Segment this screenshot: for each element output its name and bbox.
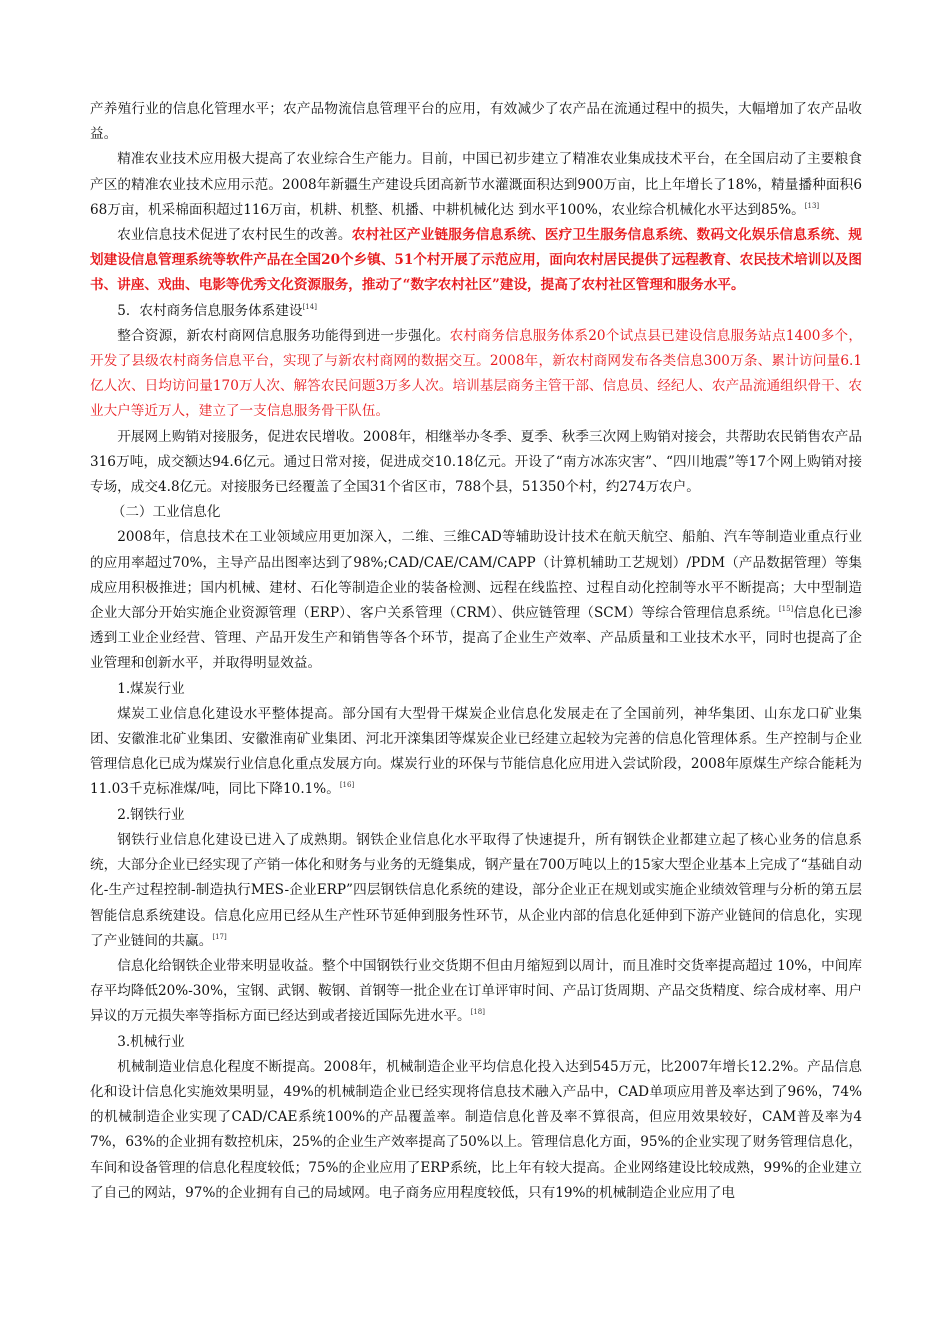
paragraph-machinery-industry: 机械制造业信息化程度不断提高。2008年，机械制造企业平均信息化投入达到545万元，比2007年增长12.2%。产品信息化和设计信息化实施效果明显，49%的机械制造企业已经实现将信息技术融入产品中，CAD单项应用普及率达到了96%，74%的机械制造企业实现了CAD/CAE系统100%的产品覆盖率。制造信息化普及率不算很高，但应用效果较好，CAM普及率为47%，63%的企业拥有数控机床，25%的企业生产效率提高了50%以上。管理信息化方面，95%的企业实现了财务管理信息化，车间和设备管理的信息化程度较低；75%的企业应用了ERP系统，比上年有较大提高。企业网络建设比较成熟，99%的企业建立了自己的网站，97%的企业拥有自己的局域网。电子商务应用程度较低，只有19%的机械制造企业应用了电 (90, 1058, 862, 1201)
paragraph-rural-livelihood (90, 223, 862, 299)
citation-16: [16] (339, 781, 355, 790)
heading-machinery-industry: 3.机械行业 (117, 1033, 185, 1050)
paragraph-online-trade-matching: 开展网上购销对接服务，促进农民增收。2008年，相继举办冬季、夏季、秋季三次网上购销对接会，共帮助农民销售农产品316万吨，成交额达94.6亿元。通过日常对接，促进成交10.18亿元。开设了“南方冰冻灾害”、“四川地震”等17个网上购销对接专场，成交4.8亿元。对接服务已经覆盖了全国31个省区市，788个县，51350个村，约274万农户。 (90, 428, 862, 496)
paragraph-text: 农业信息技术促进了农村民生的改善。 (117, 227, 352, 244)
heading-industrial-informatization: （二）工业信息化 (111, 504, 221, 521)
citation-14: [14] (302, 302, 317, 311)
paragraph-coal-industry (90, 702, 862, 803)
highlighted-text-bold-red: 农村社区产业链服务信息系统、医疗卫生服务信息系统、数码文化娱乐信息系统、规划建设信息管理系统等软件产品在全国20个乡镇、51个村开展了示范应用，面向农村居民提供了远程教育、农民技术培训以及图书、讲座、戏曲、电影等优秀文化资源服务，推动了“数字农村社区”建设，提高了农村社区管理和服务水平。 (90, 227, 863, 294)
highlighted-text-red: 农村商务信息服务体系20个试点县已建设信息服务站点1400多个，开发了县级农村商务信息平台，实现了与新农村商网的数据交互。2008年，新农村商网发布各类信息300万条、累计访问量6.1亿人次、日均访问量170万人次、解答农民问题3万多人次。培训基层商务主管干部、信息员、经纪人、农产品流通组织骨干、农业大户等近万人，建立了一支信息服务骨干队伍。 (90, 327, 863, 420)
paragraph-text: 精准农业技术应用极大提高了农业综合生产能力。目前，中国已初步建立了精准农业集成技术平台，在全国启动了主要粮食产区的精准农业技术应用示范。2008年新疆生产建设兵团高新节水灌溉面积达到900万亩，比上年增长了18%，精量播种面积668万亩，机采棉面积超过116万亩，机耕、机整、机播、中耕机械化达 到水平100%，农业综合机械化水平达到85%。 (90, 151, 862, 218)
citation-17: [17] (212, 932, 227, 941)
document-page (90, 97, 862, 1206)
paragraph-steel-benefits (90, 954, 862, 1030)
paragraph-resource-integration (90, 324, 862, 425)
paragraph-steel-maturity (90, 828, 862, 954)
paragraph-industrial-2008 (90, 525, 862, 676)
citation-18: [18] (470, 1008, 485, 1017)
paragraph-text-continued: 信息化已渗透到工业企业经营、管理、产品开发生产和销售等各个环节，提高了企业生产效率、产品质量和工业技术水平，同时也提高了企业管理和创新水平，并取得明显效益。 (90, 605, 863, 672)
citation-13: [13] (804, 201, 820, 210)
paragraph-text: 信息化给钢铁企业带来明显收益。整个中国钢铁行业交货期不但由月缩短到以周计，而且准时交货率提高超过 10%，中间库存平均降低20%-30%，宝钢、武钢、鞍钢、首钢等一批企业在订单评审时间、产品订货周期、产品交货精度、综合成材率、用户异议的万元损失率等指标方面已经达到或者接近国际先进水平。 (90, 957, 862, 1025)
paragraph-aquaculture-logistics: 产养殖行业的信息化管理水平；农产品物流信息管理平台的应用，有效减少了农产品在流通过程中的损失，大幅增加了农产品收益。 (90, 101, 862, 143)
paragraph-text: 煤炭工业信息化建设水平整体提高。部分国有大型骨干煤炭企业信息化发展走在了全国前列，神华集团、山东龙口矿业集团、安徽淮北矿业集团、安徽淮南矿业集团、河北开滦集团等煤炭企业已经建立起较为完善的信息化管理体系。生产控制与企业管理信息化已成为煤炭行业信息化重点发展方向。煤炭行业的环保与节能信息化应用进入尝试阶段，2008年原煤生产综合能耗为11.03千克标准煤/吨，同比下降10.1%。 (90, 705, 862, 798)
heading-text: 5．农村商务信息服务体系建设 (117, 302, 303, 319)
citation-15: [15] (778, 605, 794, 614)
heading-coal-industry: 1.煤炭行业 (117, 680, 185, 697)
paragraph-text: 整合资源，新农村商网信息服务功能得到进一步强化。 (117, 327, 450, 344)
heading-rural-commerce-service (90, 299, 862, 324)
paragraph-text: 钢铁行业信息化建设已进入了成熟期。钢铁企业信息化水平取得了快速提升，所有钢铁企业都建立起了核心业务的信息系统，大部分企业已经实现了产销一体化和财务与业务的无缝集成，钢产量在700万吨以上的15家大型企业基本上完成了“基础自动化-生产过程控制-制造执行MES-企业ERP”四层钢铁信息化系统的建设，部分企业正在规划或实施企业绩效管理与分析的第五层智能信息系统建设。信息化应用已经从生产性环节延伸到服务性环节，从企业内部的信息化延伸到下游产业链间的信息化，实现了产业链间的共赢。 (90, 831, 862, 949)
paragraph-text: 2008年，信息技术在工业领域应用更加深入，二维、三维CAD等辅助设计技术在航天航空、船舶、汽车等制造业重点行业的应用率超过70%，主导产品出图率达到了98%;CAD/CAE/CAM/CAPP（计算机辅助工艺规划）/PDM（产品数据管理）等集成应用积极推进；国内机械、建材、石化等制造企业的装备检测、远程在线监控、过程自动化控制等水平不断提高；大中型制造企业大部分开始实施企业资源管理（ERP）、客户关系管理（CRM）、供应链管理（SCM）等综合管理信息系统。 (90, 529, 862, 622)
heading-steel-industry: 2.钢铁行业 (117, 806, 185, 823)
paragraph-precision-agriculture (90, 147, 862, 223)
